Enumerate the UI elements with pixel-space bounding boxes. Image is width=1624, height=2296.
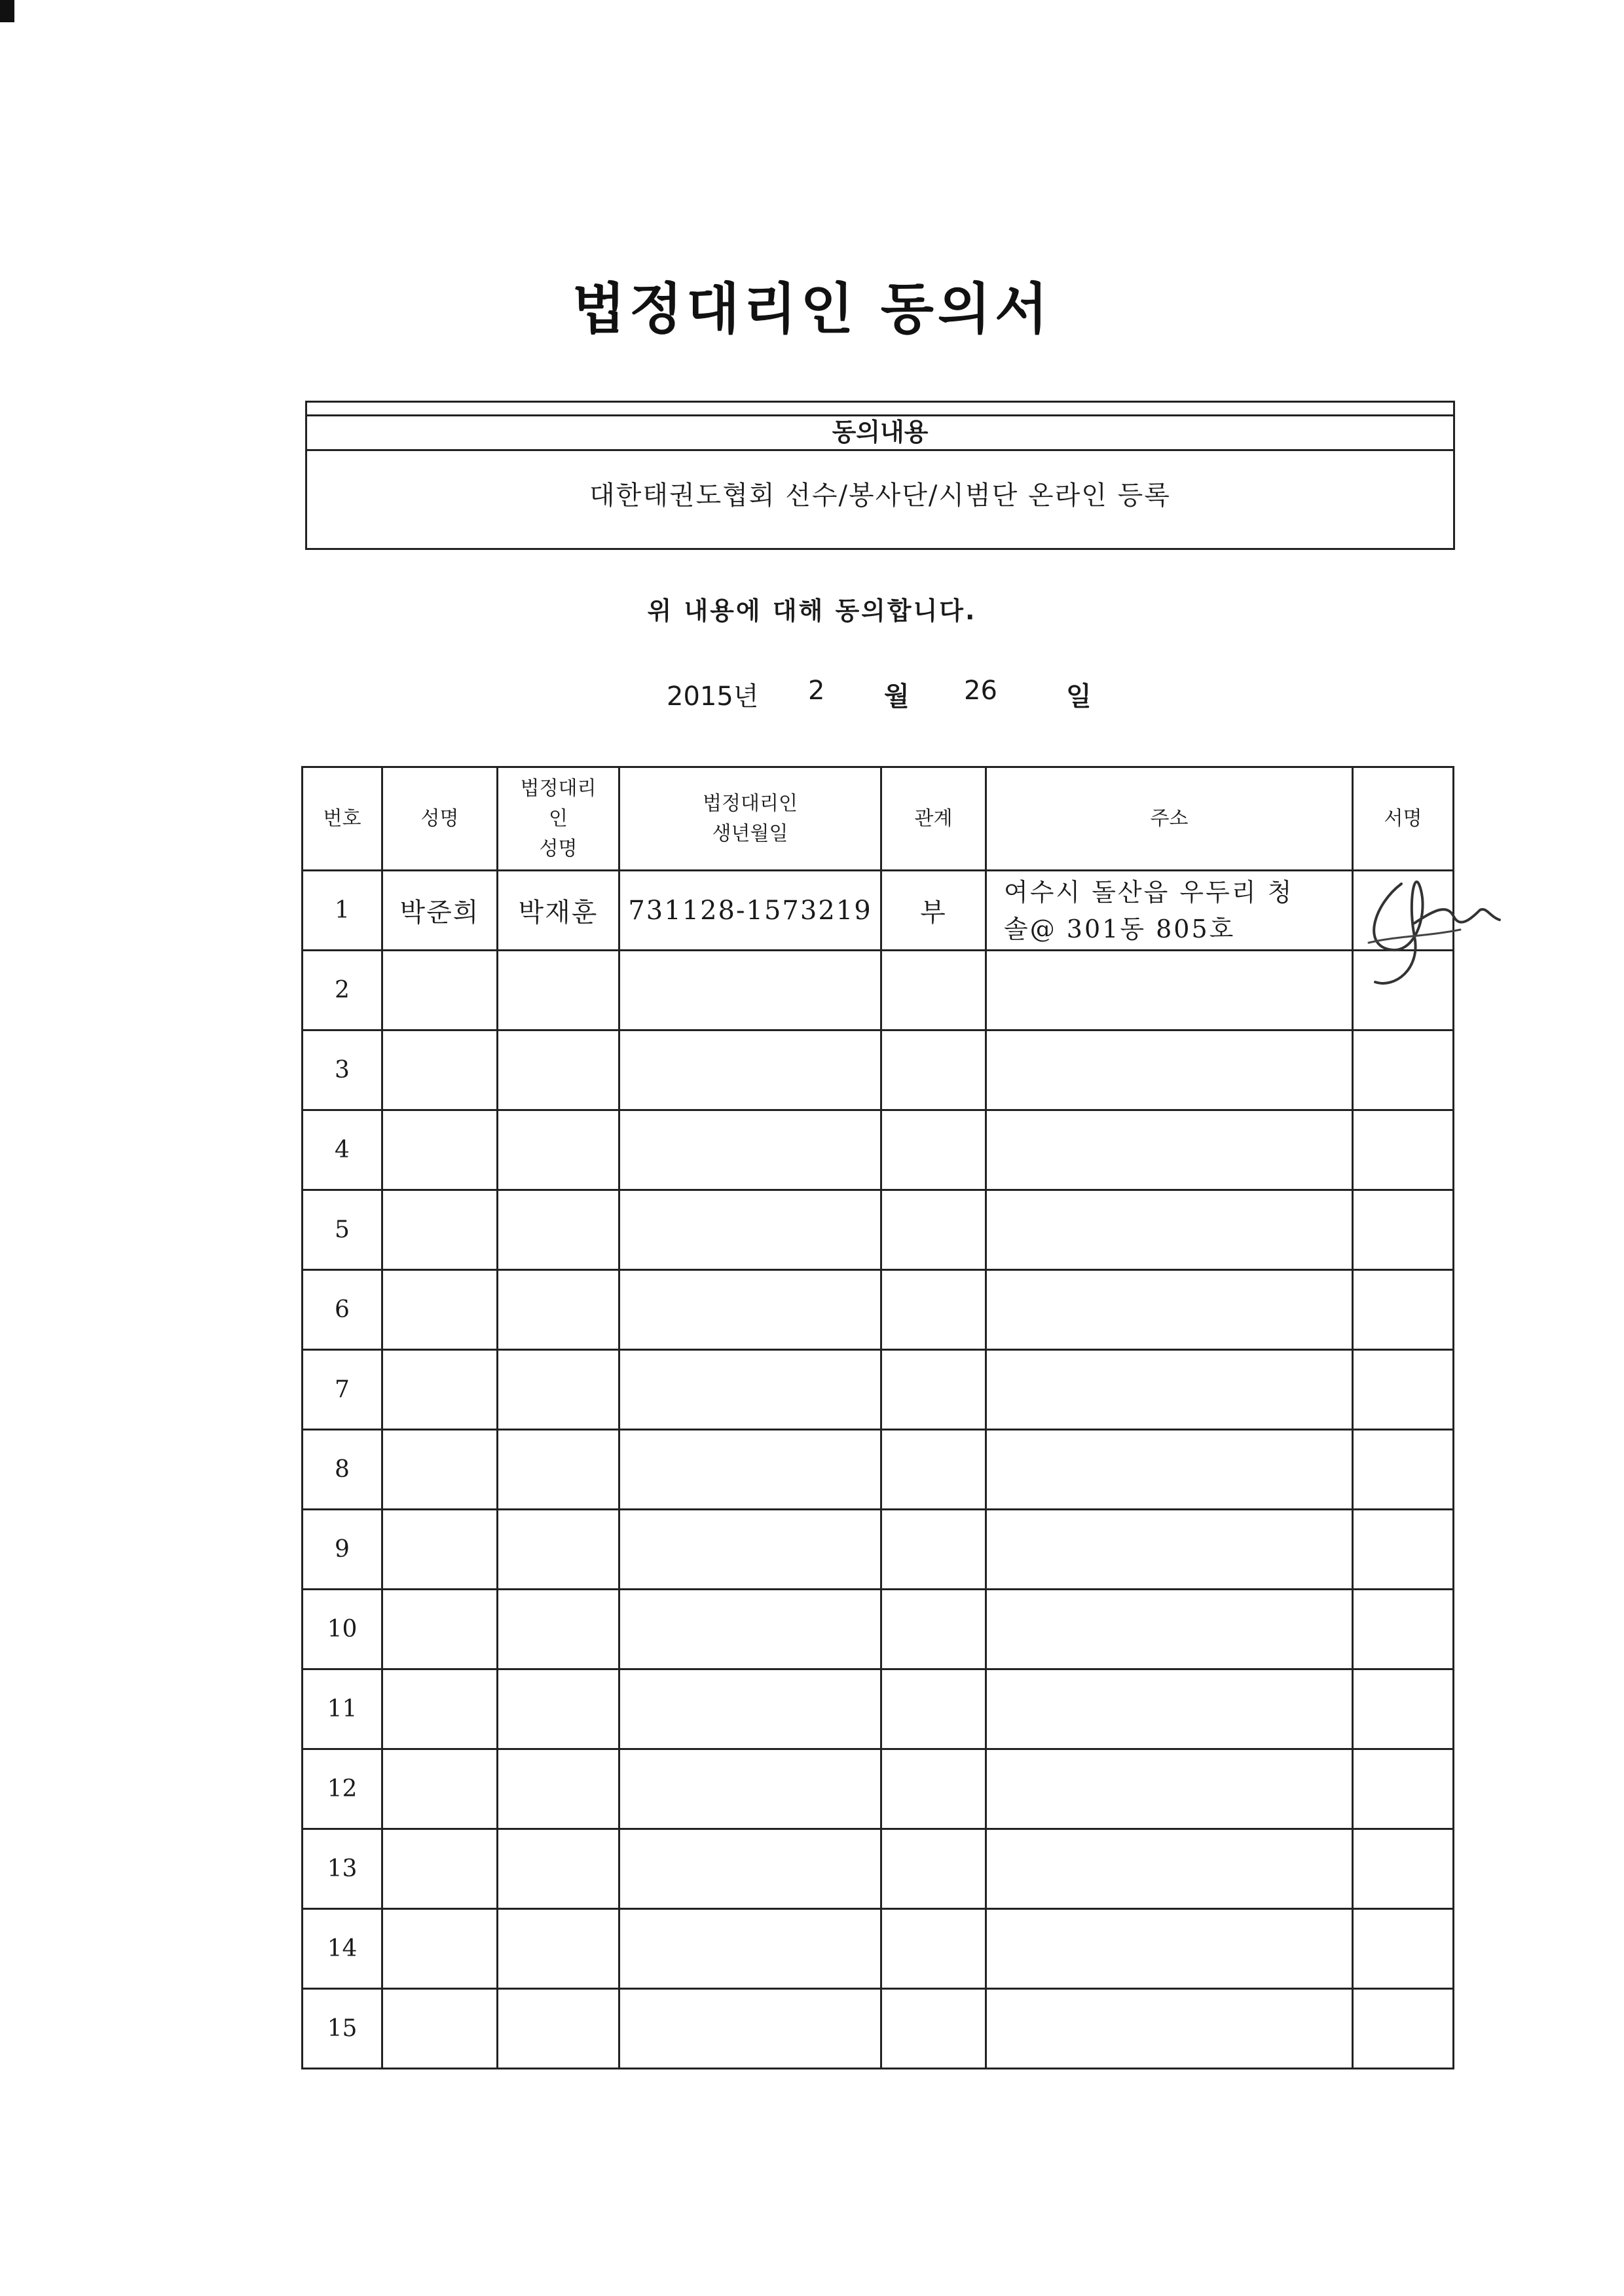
row-sign [1353, 1350, 1454, 1430]
row-relation [881, 1030, 986, 1110]
header-name: 성명 [382, 767, 498, 871]
row-number: 13 [303, 1829, 382, 1909]
row-number: 14 [303, 1909, 382, 1989]
row-sign [1353, 1510, 1454, 1590]
row-number: 10 [303, 1590, 382, 1669]
row-guardian-name [498, 951, 619, 1030]
row-number: 1 [303, 871, 382, 951]
row-address [986, 1909, 1353, 1989]
row-name [382, 1110, 498, 1190]
row-address [986, 1350, 1353, 1430]
row-address [986, 1510, 1353, 1590]
row-guardian-birth [619, 1270, 881, 1350]
row-guardian-birth [619, 1590, 881, 1669]
document-title: 법정대리인 동의서 [572, 277, 1052, 341]
row-guardian-name [498, 1749, 619, 1829]
row-number: 11 [303, 1669, 382, 1749]
table-row [303, 1270, 1454, 1350]
row-address [986, 1030, 1353, 1110]
row-address [986, 871, 1353, 951]
table-row [303, 1749, 1454, 1829]
row-guardian-birth [619, 1110, 881, 1190]
row-address [986, 1989, 1353, 2069]
table-row [303, 951, 1454, 1030]
row-relation [881, 1989, 986, 2069]
table-row [303, 1430, 1454, 1510]
row-name [382, 1190, 498, 1270]
table-row [303, 1669, 1454, 1749]
row-guardian-name [498, 1030, 619, 1110]
agree-statement: 위 내용에 대해 동의합니다. [647, 596, 977, 625]
handwritten-signature [1349, 845, 1545, 995]
row-guardian-birth [619, 1190, 881, 1270]
row-name [382, 1430, 498, 1510]
row-number: 5 [303, 1190, 382, 1270]
row-relation [881, 1110, 986, 1190]
consent-body: 대한태권도협회 선수/봉사단/시범단 온라인 등록 [589, 481, 1171, 511]
row-relation [881, 1190, 986, 1270]
row-name [382, 1909, 498, 1989]
date-month-value: 2 [808, 676, 825, 706]
row-address-line1: 여수시 돌산읍 우두리 청 [1004, 877, 1294, 907]
header-guardian-name [498, 767, 619, 871]
table-row [303, 1190, 1454, 1270]
row-number: 8 [303, 1430, 382, 1510]
table-header-row [303, 767, 1454, 871]
row-guardian-birth [619, 1749, 881, 1829]
header-address: 주소 [986, 767, 1353, 871]
table-row [303, 1590, 1454, 1669]
row-number: 2 [303, 951, 382, 1030]
row-number: 12 [303, 1749, 382, 1829]
consent-box [305, 401, 1455, 550]
row-number: 7 [303, 1350, 382, 1430]
row-relation [881, 1669, 986, 1749]
row-number: 3 [303, 1030, 382, 1110]
row-name [382, 951, 498, 1030]
row-sign [1353, 1430, 1454, 1510]
row-address [986, 1829, 1353, 1909]
row-guardian-name [498, 1669, 619, 1749]
date-year: 2015년 [667, 682, 759, 712]
row-guardian-birth [619, 1430, 881, 1510]
header-guardian-birth-line1: 법정대리인 [703, 792, 798, 815]
table-row [303, 1350, 1454, 1430]
row-sign [1353, 1989, 1454, 2069]
table-row [303, 1909, 1454, 1989]
header-no: 번호 [303, 767, 382, 871]
row-relation [881, 1590, 986, 1669]
guardian-table [301, 766, 1454, 2069]
row-guardian-name [498, 1909, 619, 1989]
row-sign [1353, 1190, 1454, 1270]
row-address [986, 1430, 1353, 1510]
row-guardian-birth [619, 951, 881, 1030]
table-row [303, 1110, 1454, 1190]
row-address [986, 1749, 1353, 1829]
row-relation [881, 1430, 986, 1510]
row-sign [1353, 1110, 1454, 1190]
table-row [303, 1510, 1454, 1590]
row-number: 9 [303, 1510, 382, 1590]
row-guardian-birth: 731128-1573219 [619, 871, 881, 951]
header-relation: 관계 [881, 767, 986, 871]
row-guardian-name [498, 1110, 619, 1190]
scan-edge-mark [0, 0, 14, 22]
row-guardian-name [498, 1590, 619, 1669]
row-guardian-birth [619, 1669, 881, 1749]
date-day-value: 26 [964, 676, 997, 706]
row-address [986, 1110, 1353, 1190]
header-sign: 서명 [1353, 767, 1454, 871]
row-guardian-name [498, 1190, 619, 1270]
row-name [382, 1350, 498, 1430]
row-relation [881, 1909, 986, 1989]
consent-header: 동의내용 [307, 414, 1453, 451]
row-guardian-birth [619, 1909, 881, 1989]
row-name [382, 1270, 498, 1350]
row-number: 4 [303, 1110, 382, 1190]
row-guardian-name: 박재훈 [498, 871, 619, 951]
row-name [382, 1590, 498, 1669]
row-address [986, 951, 1353, 1030]
row-sign [1353, 1829, 1454, 1909]
row-name [382, 1829, 498, 1909]
row-address [986, 1669, 1353, 1749]
row-number: 6 [303, 1270, 382, 1350]
row-sign [1353, 1590, 1454, 1669]
row-guardian-birth [619, 1829, 881, 1909]
row-address [986, 1190, 1353, 1270]
row-name [382, 1030, 498, 1110]
row-relation: 부 [881, 871, 986, 951]
row-relation [881, 1829, 986, 1909]
table-row [303, 1829, 1454, 1909]
header-guardian-name-line2: 인 [549, 807, 568, 830]
row-relation [881, 1510, 986, 1590]
row-guardian-birth [619, 1350, 881, 1430]
table-row [303, 1030, 1454, 1110]
header-guardian-name-line3: 성명 [539, 837, 578, 860]
row-sign [1353, 1030, 1454, 1110]
row-sign [1353, 1669, 1454, 1749]
row-sign [1353, 1749, 1454, 1829]
row-guardian-name [498, 1989, 619, 2069]
row-guardian-birth [619, 1989, 881, 2069]
date-month-unit: 월 [884, 682, 910, 712]
row-relation [881, 951, 986, 1030]
row-sign [1353, 1909, 1454, 1989]
row-guardian-name [498, 1270, 619, 1350]
header-guardian-name-line1: 법정대리 [520, 776, 597, 800]
table-row [303, 1989, 1454, 2069]
row-name [382, 1669, 498, 1749]
row-guardian-name [498, 1510, 619, 1590]
header-guardian-birth-line2: 생년월일 [712, 822, 788, 845]
row-number: 15 [303, 1989, 382, 2069]
row-name: 박준희 [382, 871, 498, 951]
row-relation [881, 1270, 986, 1350]
row-relation [881, 1749, 986, 1829]
row-guardian-birth [619, 1030, 881, 1110]
row-address [986, 1590, 1353, 1669]
row-guardian-birth [619, 1510, 881, 1590]
row-guardian-name [498, 1350, 619, 1430]
row-name [382, 1749, 498, 1829]
row-sign [1353, 1270, 1454, 1350]
row-name [382, 1989, 498, 2069]
row-address [986, 1270, 1353, 1350]
row-address-line2: 솔@ 301동 805호 [1004, 914, 1236, 943]
row-relation [881, 1350, 986, 1430]
row-guardian-name [498, 1829, 619, 1909]
row-name [382, 1510, 498, 1590]
table-row [303, 871, 1454, 951]
row-guardian-name [498, 1430, 619, 1510]
header-guardian-birth [619, 767, 881, 871]
date-day-unit: 일 [1066, 682, 1092, 712]
